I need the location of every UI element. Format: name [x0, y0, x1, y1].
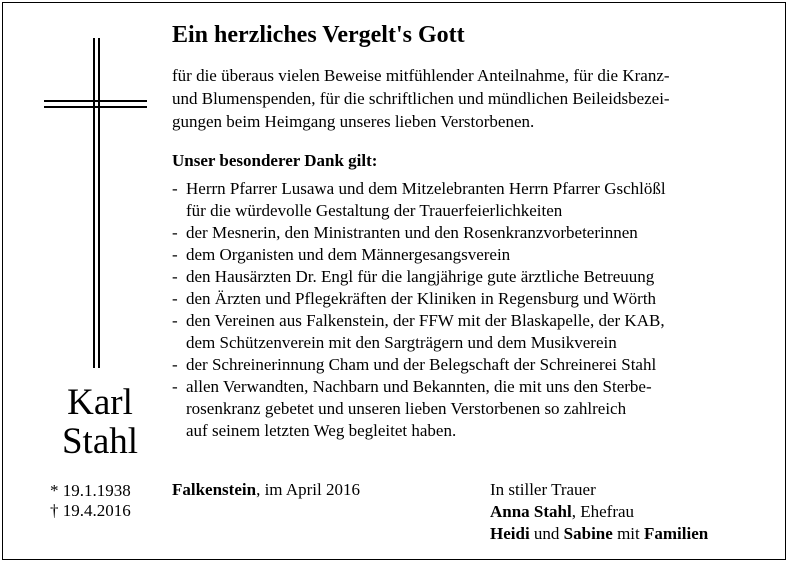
- thanks-item: [172, 266, 772, 288]
- mourner-name: Heidi: [490, 524, 530, 543]
- date-text: , im April 2016: [256, 480, 360, 499]
- dash-bullet: -: [172, 267, 178, 286]
- thanks-line: Herrn Pfarrer Lusawa und dem Mitzelebranten Herrn Pfarrer Gschlößl: [186, 179, 666, 198]
- dash-bullet: -: [172, 179, 178, 198]
- dash-bullet: -: [172, 289, 178, 308]
- notice-title: Ein herzliches Vergelt's Gott: [172, 22, 465, 48]
- thanks-line: dem Organisten und dem Männergesangsverein: [186, 245, 511, 264]
- intro-paragraph: [172, 64, 772, 133]
- dash-bullet: -: [172, 311, 178, 330]
- mourners-block: [490, 479, 708, 545]
- mourner-name: Sabine: [563, 524, 613, 543]
- thanks-line: allen Verwandten, Nachbarn und Bekannten, die mit uns den Sterbe-: [186, 377, 652, 396]
- place-date: [172, 480, 360, 500]
- thanks-line: den Hausärzten Dr. Engl für die langjährige gute ärztliche Betreuung: [186, 267, 655, 286]
- intro-line: und Blumenspenden, für die schriftlichen und mündlichen Beileidsbezei-: [172, 89, 670, 108]
- thanks-list: [172, 178, 772, 442]
- thanks-item: [172, 376, 772, 442]
- death-date: † 19.4.2016: [50, 501, 131, 520]
- life-dates: [50, 481, 131, 521]
- birth-date: * 19.1.1938: [50, 481, 131, 500]
- thanks-line: der Mesnerin, den Ministranten und den Rosenkranzvorbeterinnen: [186, 223, 638, 242]
- place-name: Falkenstein: [172, 480, 257, 499]
- mourner-name: Familien: [643, 524, 709, 543]
- mourner-name: Anna Stahl: [490, 502, 572, 521]
- thanks-item: [172, 222, 772, 244]
- mourner-relation: , Ehefrau: [571, 502, 635, 521]
- mourner-line-spouse: [490, 501, 708, 523]
- connector-text: und: [529, 524, 564, 543]
- intro-line: gungen beim Heimgang unseres lieben Verstorbenen.: [172, 112, 535, 131]
- dash-bullet: -: [172, 245, 178, 264]
- intro-line: für die überaus vielen Beweise mitfühlender Anteilnahme, für die Kranz-: [172, 66, 670, 85]
- thanks-line: den Vereinen aus Falkenstein, der FFW mit der Blaskapelle, der KAB,: [186, 311, 665, 330]
- thanks-item: [172, 310, 772, 354]
- deceased-name: [52, 383, 148, 461]
- thanks-line: auf seinem letzten Weg begleitet haben.: [186, 421, 457, 440]
- mourning-heading: In stiller Trauer: [490, 480, 596, 499]
- thanks-line: rosenkranz gebetet und unseren lieben Verstorbenen so zahlreich: [186, 399, 627, 418]
- thanks-line: den Ärzten und Pflegekräften der Kliniken in Regensburg und Wörth: [186, 289, 657, 308]
- thanks-line: dem Schützenverein mit den Sargträgern und dem Musikverein: [186, 333, 617, 352]
- deceased-first-name: Karl: [67, 382, 133, 423]
- thanks-subheading: Unser besonderer Dank gilt:: [172, 151, 378, 170]
- thanks-line: der Schreinerinnung Cham und der Belegschaft der Schreinerei Stahl: [186, 355, 657, 374]
- mourner-line-family: [490, 523, 708, 545]
- thanks-item: [172, 288, 772, 310]
- thanks-item: [172, 244, 772, 266]
- connector-text: mit: [612, 524, 644, 543]
- thanks-line: für die würdevolle Gestaltung der Trauerfeierlichkeiten: [186, 201, 563, 220]
- deceased-last-name: Stahl: [61, 421, 139, 462]
- dash-bullet: -: [172, 377, 178, 396]
- thanks-item: [172, 178, 772, 222]
- thanks-item: [172, 354, 772, 376]
- dash-bullet: -: [172, 223, 178, 242]
- dash-bullet: -: [172, 355, 178, 374]
